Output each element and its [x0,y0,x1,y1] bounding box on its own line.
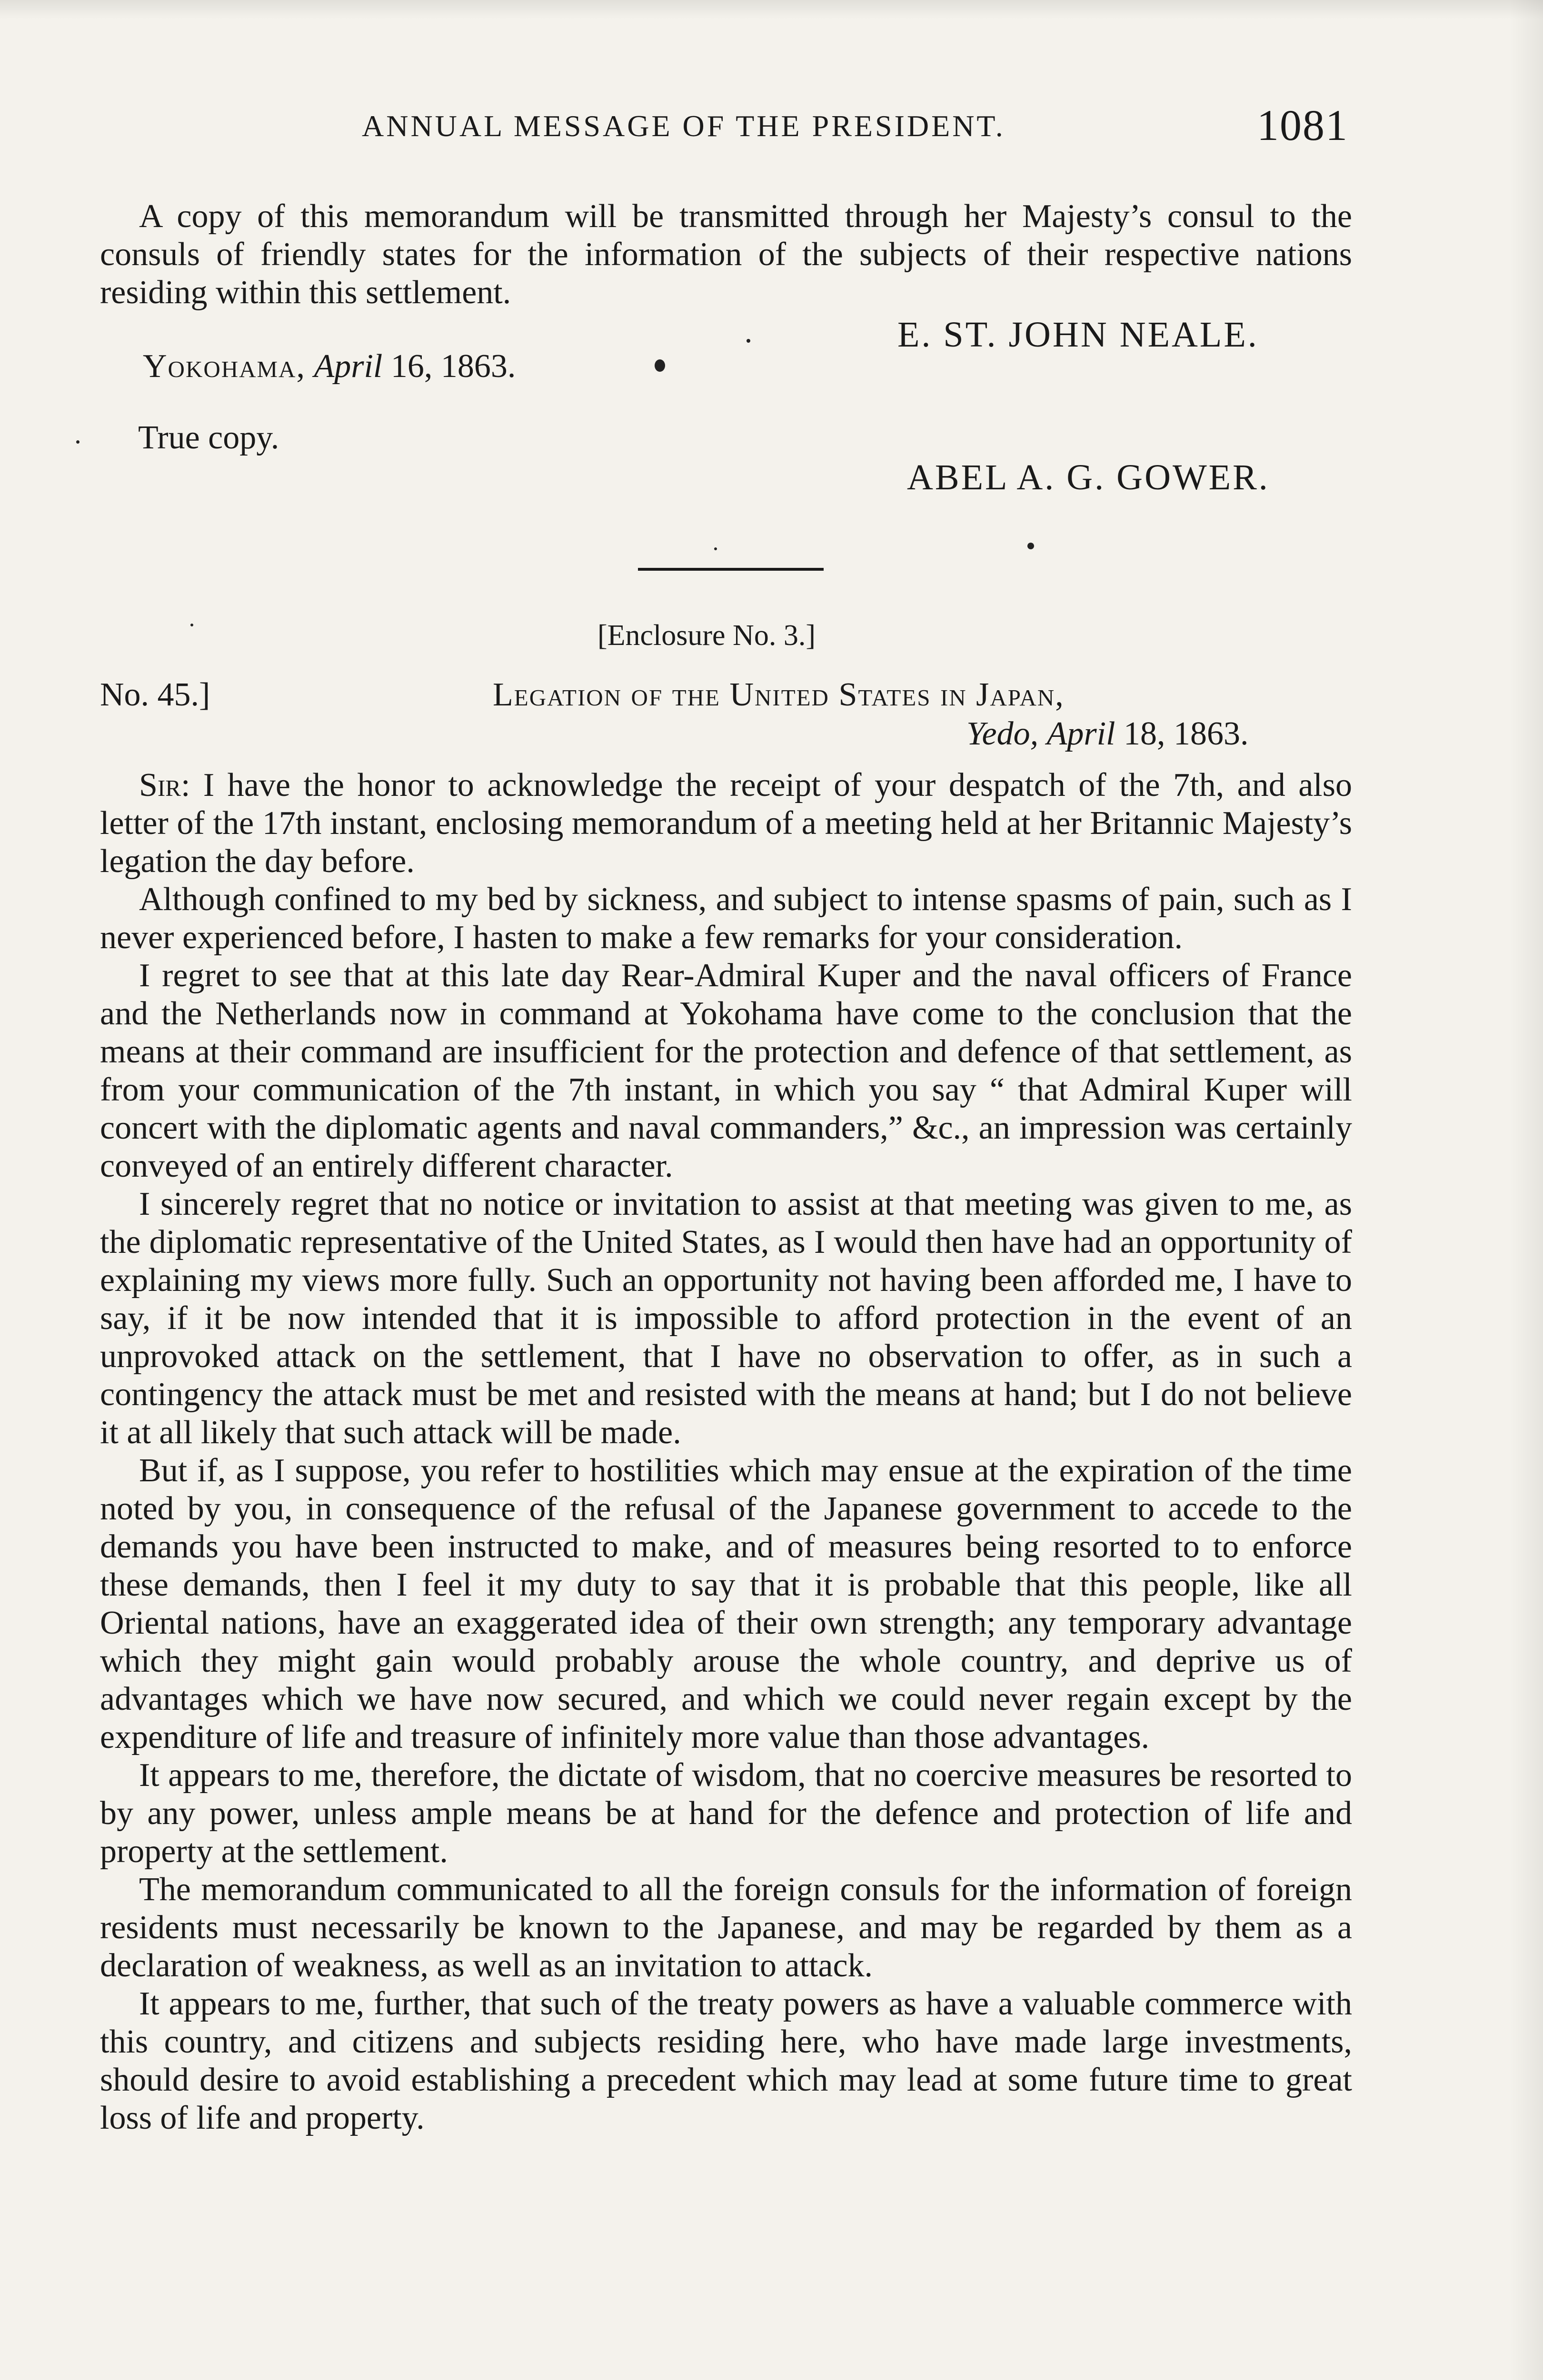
signature-neale: E. ST. JOHN NEALE. [897,315,1259,355]
letter-paragraph: But if, as I suppose, you refer to hostilities which may ensue at the expiration of the time noted by you, in consequence of the refusal of the Japanese government to accede to the demands you have been instructed to make, and of measures being resorted to to enforce these demands, then I feel it my duty to say that it is probable that this people, like all Oriental nations, have an exaggerated idea of their own strength; any temporary advantage which they might gain would probably arouse the whole country, and deprive us of advantages which we have now secured, and which we could never regain except by the expenditure of life and treasure of infinitely more value than those advantages. [100,1452,1352,1755]
scan-edge-right [1510,0,1543,2380]
letter-place: Yedo, [966,715,1039,752]
letter-paragraph: It appears to me, further, that such of the treaty powers as have a valuable commerce with this country, and citizens and subjects residing here, who have made large investments, should desire to avoid establishing a precedent which may lead at some future time to great loss of life and property. [100,1985,1352,2136]
letter-paragraph: The memorandum communicated to all the foreign consuls for the information of foreign residents must necessarily be known to the Japanese, and may be regarded by them as a declaration of weakness, as well as an invitation to attack. [100,1871,1352,1984]
page-number: 1081 [1257,101,1348,149]
memo-date: 16, 1863. [390,348,516,385]
ink-speck [747,339,750,343]
letter-paragraph: I regret to see that at this late day Rear-Admiral Kuper and the naval officers of France and the Netherlands now in command at Yokohama have come to the conclusion that the means at their command are insufficient for the protection and defence of that settlement, as from your communication of the 7th instant, in which you say “ that Admiral Kuper will concert with the diplomatic agents and naval commanders,” &c., an impression was certainly conveyed of an entirely different character. [100,957,1352,1184]
memo-closing-paragraph: A copy of this memorandum will be transmitted through her Majesty’s consul to the consuls of friendly states for the information of the subjects of their respective nations residing within this settlement. [100,198,1352,311]
document-number: No. 45.] [100,676,210,713]
letter-paragraph: It appears to me, therefore, the dictate of wisdom, that no coercive measures be resorted to by any power, unless ample means be at hand for the defence and protection of life and property at the settlement. [100,1757,1352,1870]
letter-date-month: April [1046,715,1115,752]
memo-date-month: April [314,348,383,385]
ink-speck [1027,543,1034,549]
enclosure-label: [Enclosure No. 3.] [597,619,816,652]
letter-paragraph: I sincerely regret that no notice or invitation to assist at that meeting was given to me, as the diplomatic representative of the United States, as I would then have had an opportunity of explaining my views more fully. Such an opportunity not having been afforded me, I have to say, if it be now intended that it is impossible to afford protection in the event of an unprovoked attack on the settlement, that I have no observation to offer, as in such a contingency the attack must be met and resisted with the means at hand; but I do not believe it at all likely that such attack will be made. [100,1186,1352,1451]
ink-speck [714,547,717,550]
scan-edge-top [0,0,1543,19]
letter-paragraph [100,766,1352,881]
ink-speck [190,624,193,626]
salutation: Sir [139,767,181,803]
running-head: ANNUAL MESSAGE OF THE PRESIDENT. [362,109,1005,143]
letter-opening: : I have the honor to acknowledge the receipt of your despatch of the 7th, and also letter of the 17th instant, enclosing memorandum of a meeting held at her Britannic Majesty’s legation the day before. [100,767,1352,880]
section-divider [638,568,824,571]
memo-place: Yokohama, [143,348,306,385]
ink-speck [76,440,80,444]
letter-dateline [966,715,1248,753]
legation-heading: Legation of the United States in Japan, [493,676,1065,713]
signature-gower: ABEL A. G. GOWER. [907,457,1270,497]
letter-paragraph: Although confined to my bed by sickness, and subject to intense spasms of pain, such as I never experienced before, I hasten to make a few remarks for your consideration. [100,881,1352,956]
ink-speck [655,359,665,372]
letter-body [100,766,1352,2137]
memo-dateline [143,347,516,386]
true-copy-label: True copy. [138,419,279,456]
letter-date: 18, 1863. [1123,715,1249,752]
